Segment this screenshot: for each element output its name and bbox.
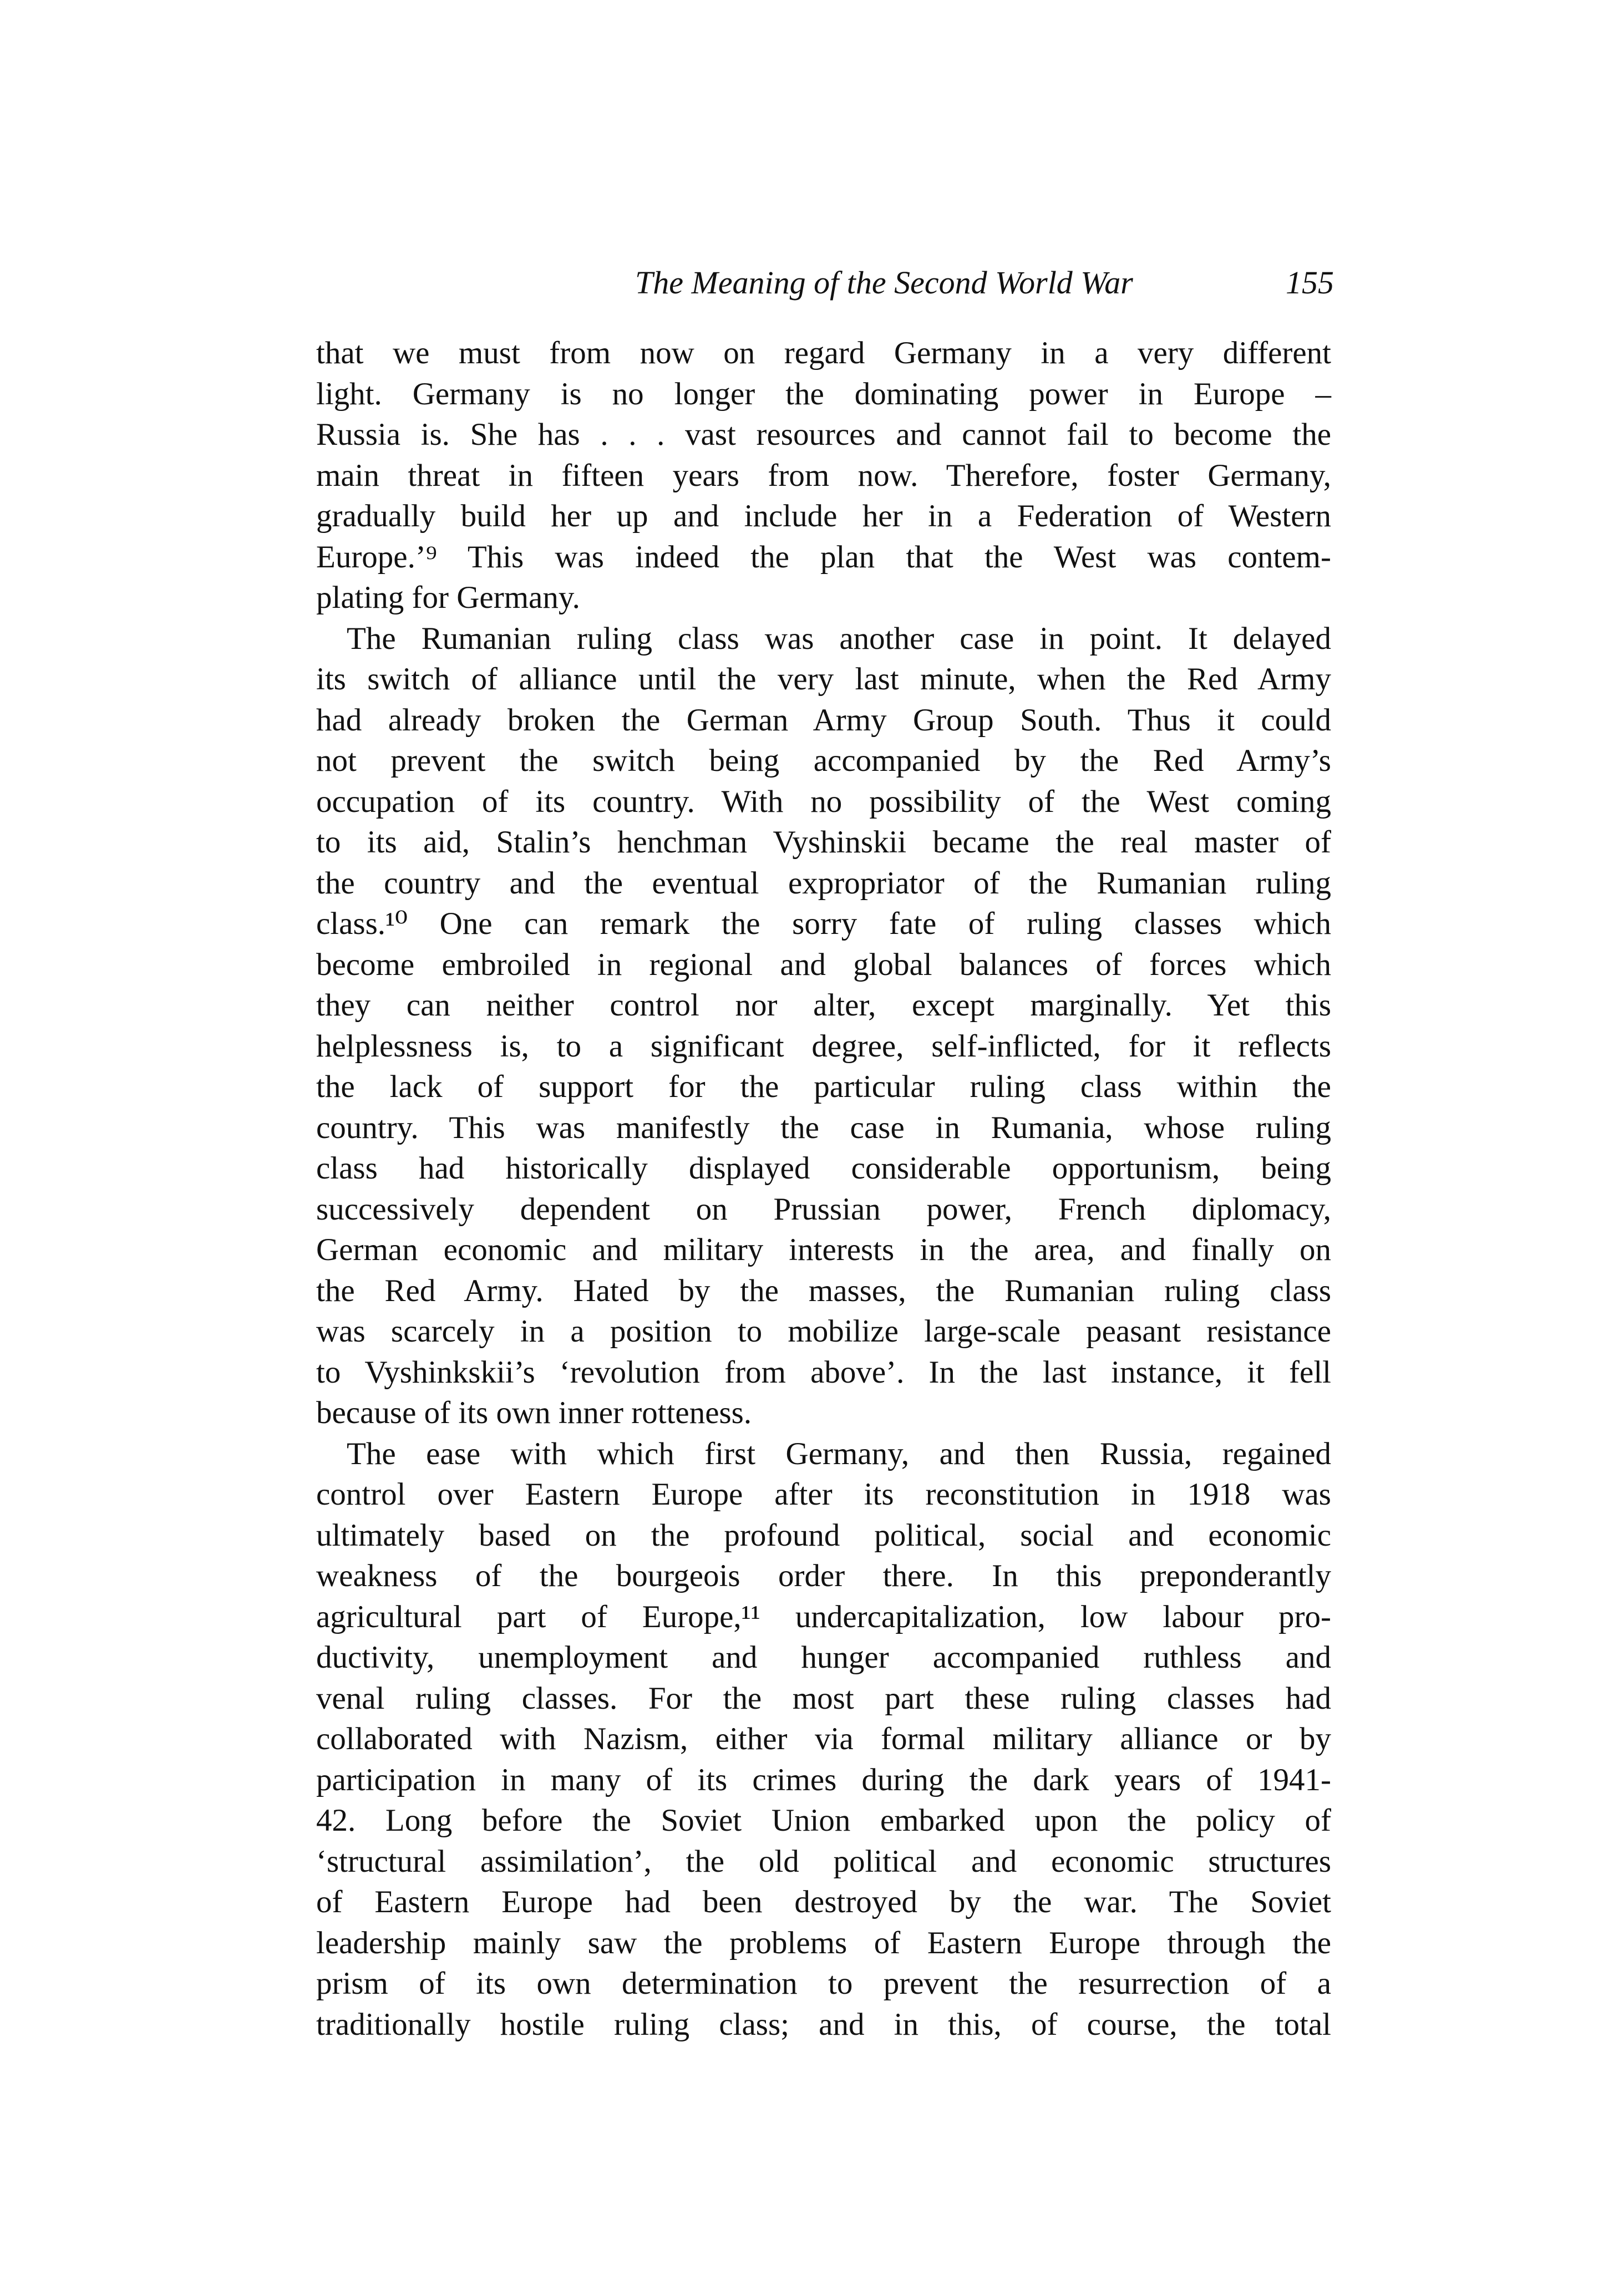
text-line: successively dependent on Prussian power, French diplomacy, [316,1191,1331,1227]
text-line: ‘structural assimilation’, the old political and economic structures [316,1843,1331,1879]
text-line: to its aid, Stalin’s henchman Vyshinskii became the real master of [316,825,1331,860]
text-line: class.¹⁰ One can remark the sorry fate of ruling classes which [316,906,1331,941]
text-line: country. This was manifestly the case in Rumania, whose ruling [316,1110,1331,1145]
text-line: helplessness is, to a significant degree, self-inflicted, for it reflects [316,1028,1331,1064]
text-line: to Vyshinkskii’s ‘revolution from above’. In the last instance, it fell [316,1354,1331,1390]
text-line: had already broken the German Army Group South. Thus it could [316,702,1331,738]
text-line: Russia is. She has . . . vast resources and cannot fail to become the [316,417,1331,452]
text-line: its switch of alliance until the very last minute, when the Red Army [316,662,1331,697]
text-line: collaborated with Nazism, either via formal military alliance or by [316,1721,1331,1756]
text-line: 42. Long before the Soviet Union embarked upon the policy of [316,1803,1331,1838]
text-line: the lack of support for the particular ruling class within the [316,1069,1331,1104]
text-line: The ease with which first Germany, and then Russia, regained [347,1436,1331,1471]
text-line: not prevent the switch being accompanied by the Red Army’s [316,743,1331,778]
text-line: plating for Germany. [316,580,580,615]
running-head [635,261,1334,305]
text-line: venal ruling classes. For the most part these ruling classes had [316,1680,1331,1716]
text-line: agricultural part of Europe,¹¹ undercapitalization, low labour pro- [316,1599,1331,1634]
text-line: prism of its own determination to prevent the resurrection of a [316,1966,1331,2001]
text-line: main threat in fifteen years from now. Therefore, foster Germany, [316,458,1331,493]
body-text [316,333,1331,2045]
running-title: The Meaning of the Second World War [635,265,1133,301]
text-line: the country and the eventual expropriator of the Rumanian ruling [316,865,1331,901]
text-line: class had historically displayed considerable opportunism, being [316,1151,1331,1186]
text-line: they can neither control nor alter, except marginally. Yet this [316,988,1331,1023]
text-line: light. Germany is no longer the dominating power in Europe – [316,376,1331,412]
text-line: participation in many of its crimes during the dark years of 1941- [316,1762,1331,1797]
text-line: because of its own inner rotteness. [316,1395,752,1430]
text-line: weakness of the bourgeois order there. In this preponderantly [316,1558,1331,1593]
text-line: The Rumanian ruling class was another case in point. It delayed [347,621,1331,656]
text-line: of Eastern Europe had been destroyed by the war. The Soviet [316,1884,1331,1919]
text-line: leadership mainly saw the problems of Eastern Europe through the [316,1925,1331,1960]
text-line: traditionally hostile ruling class; and in this, of course, the total [316,2006,1331,2042]
text-line: that we must from now on regard Germany in a very different [316,336,1331,370]
page-number: 155 [1286,265,1334,301]
text-line: control over Eastern Europe after its reconstitution in 1918 was [316,1477,1331,1512]
text-line: ductivity, unemployment and hunger accompanied ruthless and [316,1640,1331,1675]
text-line: Europe.’⁹ This was indeed the plan that the West was contem- [316,539,1331,575]
text-line: occupation of its country. With no possibility of the West coming [316,784,1331,819]
text-line: was scarcely in a position to mobilize large-scale peasant resistance [316,1314,1331,1349]
text-line: gradually build her up and include her in a Federation of Western [316,499,1331,534]
text-line: ultimately based on the profound political, social and economic [316,1517,1331,1553]
text-line: the Red Army. Hated by the masses, the Rumanian ruling class [316,1273,1331,1308]
text-line: German economic and military interests in the area, and finally on [316,1232,1331,1267]
text-line: become embroiled in regional and global balances of forces which [316,947,1331,982]
